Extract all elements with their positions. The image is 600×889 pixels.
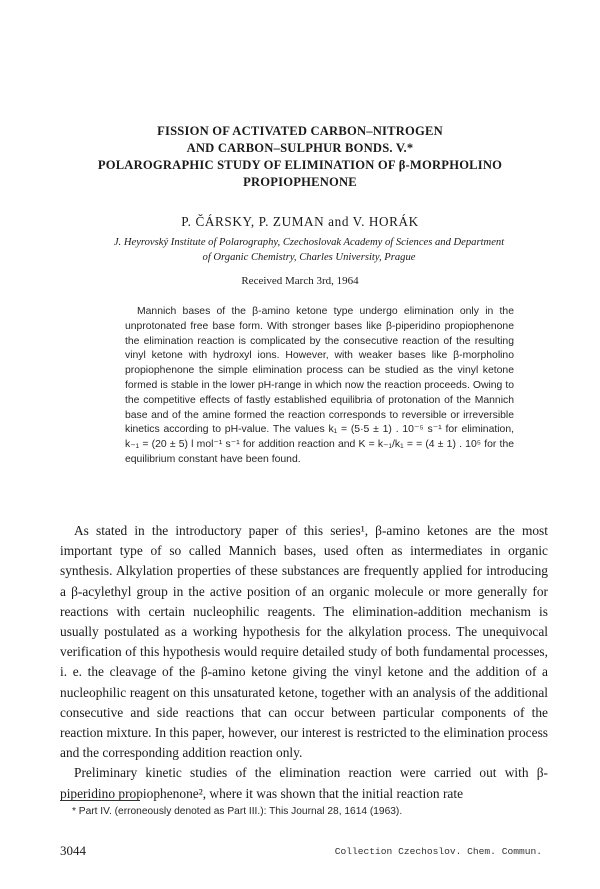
- paragraph-1: As stated in the introductory paper of this series¹, β-amino ketones are the most important type of so called Mannich bases, used often as intermediates in organic synthesis. Alkylation properties of these substances are frequently applied for introducing a β-acylethyl group in the active position of an organic molecule or more generally for reactions with certain nucleophilic reagents. The elimination-addition mechanism is usually postulated as a working hypothesis for the alkylation process. The unequivocal verification of this hypothesis would require detailed study of both fundamental processes, i. e. the cleavage of the β-amino ketone giving the vinyl ketone and the addition of a nucleophilic reagent on this unsaturated ketone, together with an analysis of the additional consecutive and side reactions that can occur between particular components of the reaction mixture. In this paper, however, our interest is restricted to the elimination process and the corresponding addition reaction only.: [60, 523, 548, 761]
- author-list: P. ČÁRSKY, P. ZUMAN and V. HORÁK: [181, 214, 419, 229]
- footnote-rule: [60, 800, 140, 801]
- page-number: 3044: [60, 843, 86, 858]
- affiliation-line-2: of Organic Chemistry, Charles University, Prague: [202, 251, 416, 263]
- main-text: [60, 521, 548, 804]
- footnote: * Part IV. (erroneously denoted as Part III.): This Journal 28, 1614 (1963).: [72, 806, 403, 817]
- affiliation: [75, 236, 543, 265]
- received-date: Received March 3rd, 1964: [241, 275, 359, 287]
- title-line-1: FISSION OF ACTIVATED CARBON–NITROGEN: [157, 124, 443, 138]
- title-line-2: AND CARBON–SULPHUR BONDS. V.*: [186, 141, 414, 155]
- journal-name: Collection Czechoslov. Chem. Commun.: [334, 846, 542, 857]
- paper-title: [60, 123, 540, 191]
- title-line-4: PROPIOPHENONE: [243, 175, 357, 189]
- paragraph-2: Preliminary kinetic studies of the elimination reaction were carried out with β-piperidino propiophenone², where it was shown that the initial reaction rate: [60, 765, 548, 801]
- title-line-3: POLAROGRAPHIC STUDY OF ELIMINATION OF β-MORPHOLINO: [97, 158, 503, 172]
- affiliation-line-1: J. Heyrovský Institute of Polarography, Czechoslovak Academy of Sciences and Department: [113, 237, 505, 248]
- abstract: Mannich bases of the β-amino ketone type undergo elimination only in the unprotonated free base form. With stronger bases like β-piperidino propiophenone the elimination reaction is complicated by the consecutive reaction of the resulting vinyl ketone with hydroxyl ions. However, with weaker bases like β-morpholino propiophenone the simple elimination process can be studied as the vinyl ketone formed is stable in the lower pH-range in which now the reaction proceeds. Owing to the competitive effects of fastly established equilibria of protonation of the Mannich base and of the amine formed the reaction corresponds to reversible or irreversible kinetics according to pH-value. The values k₁ = (5·5 ± 1) . 10⁻⁵ s⁻¹ for elimination, k₋₁ = (20 ± 5) l mol⁻¹ s⁻¹ for addition reaction and K = k₋₁/k₁ = = (4 ± 1) . 10⁵ for the equilibrium constant have been found.: [125, 306, 514, 465]
